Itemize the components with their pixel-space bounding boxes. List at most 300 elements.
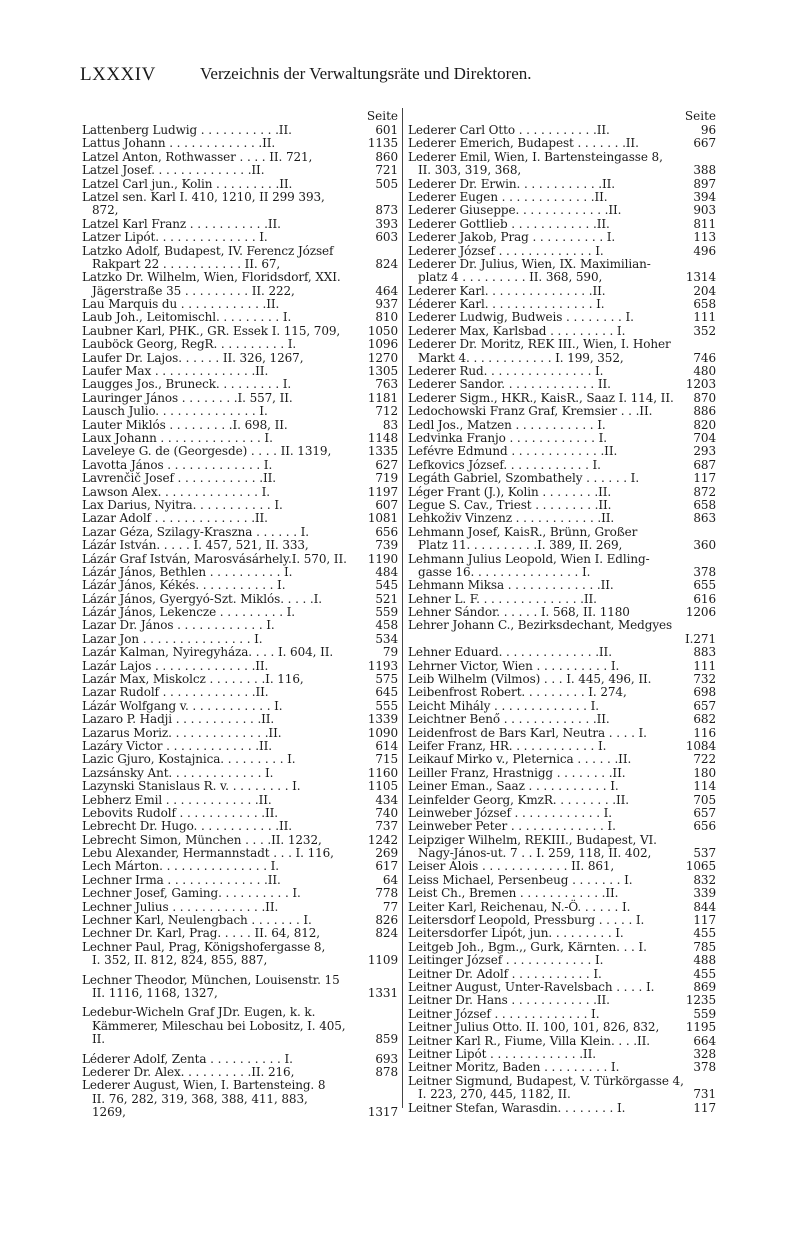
index-entry xyxy=(408,646,716,659)
index-entry xyxy=(82,499,398,512)
entry-text: Leiss Michael, Persenbeug . . . . . . . I. xyxy=(408,872,633,887)
index-entry xyxy=(408,445,716,458)
entry-text: II. 1116, 1168, 1327, xyxy=(92,986,218,1000)
entry-page-ref: 1050 xyxy=(367,323,398,338)
index-entry xyxy=(408,271,716,284)
entry-page-ref: 1197 xyxy=(367,484,398,499)
index-entry xyxy=(408,1102,716,1115)
entry-text: Lechner Theodor, München, Louisenstr. 15 xyxy=(82,972,340,987)
index-entry xyxy=(82,834,398,847)
index-entry xyxy=(82,539,398,552)
entry-page-ref: 860 xyxy=(375,149,398,164)
index-entry xyxy=(408,1075,716,1088)
entry-text: gasse 16. . . . . . . . . . . . . . . I. xyxy=(418,564,591,579)
entry-page-ref: 1084 xyxy=(685,738,716,753)
index-entry xyxy=(408,432,716,445)
entry-page-ref: 114 xyxy=(693,779,716,794)
index-entry xyxy=(408,459,716,472)
entry-text: Leitner Julius Otto. II. 100, 101, 826, 832, xyxy=(408,1020,660,1035)
entry-text: Leiner Eman., Saaz . . . . . . . . . . . I. xyxy=(408,779,619,794)
entry-text: Léger Frant (J.), Kolin . . . . . . . .II. xyxy=(408,484,612,499)
entry-text: Lederer Eugen . . . . . . . . . . . . .II. xyxy=(408,189,608,204)
entry-page-ref: 616 xyxy=(693,591,716,606)
entry-page-ref: 656 xyxy=(375,524,398,539)
entry-text: Latzel Anton, Rothwasser . . . . II. 721, xyxy=(82,149,313,164)
entry-page-ref: 878 xyxy=(375,1064,398,1079)
index-entry xyxy=(408,767,716,780)
entry-text: Lechner Paul, Prag, Königshofergasse 8, xyxy=(82,939,326,954)
index-entry xyxy=(82,820,398,833)
index-entry xyxy=(82,365,398,378)
entry-text: Lehner L. F. . . . . . . . . . . . . . .II. xyxy=(408,591,597,606)
entry-text: Lattus Johann . . . . . . . . . . . . .II. xyxy=(82,136,276,151)
entry-text: Lederer Jakob, Prag . . . . . . . . . . I. xyxy=(408,230,616,245)
index-entry xyxy=(408,539,716,552)
entry-page-ref: 739 xyxy=(375,538,398,553)
page-header xyxy=(80,64,710,92)
index-entry xyxy=(82,767,398,780)
index-entry xyxy=(408,887,716,900)
entry-text: Leist Ch., Bremen . . . . . . . . . . . .II. xyxy=(408,886,619,901)
entry-text: Lehmann Julius Leopold, Wien I. Edling- xyxy=(408,551,650,566)
index-entry xyxy=(82,378,398,391)
index-entry xyxy=(82,137,398,150)
index-entry xyxy=(408,968,716,981)
entry-text: Lederer August, Wien, I. Bartensteing. 8 xyxy=(82,1078,326,1093)
index-entry xyxy=(408,593,716,606)
entry-page-ref: 394 xyxy=(693,189,716,204)
index-entry xyxy=(408,619,716,632)
index-entry xyxy=(82,860,398,873)
index-entry xyxy=(408,338,716,351)
entry-page-ref: 1109 xyxy=(367,953,398,968)
entry-page-ref: 559 xyxy=(693,1006,716,1021)
index-entry xyxy=(82,419,398,432)
index-entry xyxy=(408,901,716,914)
entry-page-ref: 1331 xyxy=(367,986,398,1000)
index-entry xyxy=(408,486,716,499)
entry-text: Lebovits Rudolf . . . . . . . . . . . .II. xyxy=(82,805,278,820)
index-entry xyxy=(82,231,398,244)
entry-page-ref: 378 xyxy=(693,564,716,579)
index-entry xyxy=(408,860,716,873)
index-entry xyxy=(408,1035,716,1048)
entry-text: Kämmerer, Mileschau bei Lobositz, I. 405, xyxy=(92,1018,346,1033)
entry-page-ref: 96 xyxy=(700,123,716,137)
entry-page-ref: 545 xyxy=(375,578,398,593)
entry-page-ref: 1065 xyxy=(685,859,716,874)
entry-text: I. 352, II. 812, 824, 855, 887, xyxy=(92,953,268,968)
entry-page-ref: 658 xyxy=(693,297,716,312)
entry-page-ref: 434 xyxy=(375,792,398,807)
entry-page-ref: 393 xyxy=(375,216,398,231)
index-entry xyxy=(82,311,398,324)
index-entry xyxy=(408,124,716,137)
entry-text: Leiller Franz, Hrastnigg . . . . . . . .II. xyxy=(408,765,626,780)
entry-page-ref: 715 xyxy=(375,752,398,767)
entry-page-ref: 869 xyxy=(693,980,716,994)
index-entry xyxy=(408,834,716,847)
entry-text: Latzko Dr. Wilhelm, Wien, Floridsdorf, XXI. xyxy=(82,270,341,285)
index-entry xyxy=(408,553,716,566)
index-entry xyxy=(408,204,716,217)
entry-text: Lausch Julio. . . . . . . . . . . . . . I. xyxy=(82,404,268,419)
entry-page-ref: 1190 xyxy=(367,551,398,566)
entry-text: Nagy-János-ut. 7 . . I. 259, 118, II. 402, xyxy=(418,846,652,861)
entry-text: Lazár Lajos . . . . . . . . . . . . . .II. xyxy=(82,658,269,673)
index-entry xyxy=(82,927,398,940)
entry-text: Lazar Géza, Szilagy-Kraszna . . . . . . I. xyxy=(82,524,309,539)
index-entry xyxy=(408,794,716,807)
entry-page-ref: 77 xyxy=(382,899,398,914)
entry-page-ref: 903 xyxy=(693,203,716,218)
index-entry xyxy=(408,727,716,740)
entry-text: Lazaro P. Hadji . . . . . . . . . . . .II. xyxy=(82,712,275,727)
entry-page-ref: 664 xyxy=(693,1033,716,1048)
entry-text: Lehkoživ Vinzenz . . . . . . . . . . . .II. xyxy=(408,511,615,526)
index-entry xyxy=(82,740,398,753)
entry-page-ref: 575 xyxy=(375,672,398,687)
entry-text: Lebrecht Simon, München . . . .II. 1232, xyxy=(82,832,322,847)
entry-page-ref: 820 xyxy=(693,417,716,432)
entry-page-ref: 360 xyxy=(693,538,716,553)
index-entry xyxy=(82,1033,398,1046)
entry-text: Lázár János, Bethlen . . . . . . . . . . I. xyxy=(82,564,293,579)
entry-text: Lederer Carl Otto . . . . . . . . . . .II. xyxy=(408,123,610,137)
index-entry xyxy=(82,459,398,472)
entry-page-ref: 117 xyxy=(693,913,716,928)
index-entry xyxy=(82,987,398,1000)
entry-text: II. 303, 319, 368, xyxy=(418,163,522,178)
entry-text: Lázár János, Lekencze . . . . . . . . . I. xyxy=(82,605,296,620)
index-entry xyxy=(82,807,398,820)
index-entry xyxy=(408,151,716,164)
entry-page-ref: 826 xyxy=(375,913,398,928)
index-entry xyxy=(82,258,398,271)
entry-text: II. xyxy=(92,1032,105,1047)
entry-page-ref: 746 xyxy=(693,350,716,365)
entry-page-ref: 763 xyxy=(375,377,398,392)
index-entry xyxy=(82,526,398,539)
entry-page-ref: 655 xyxy=(693,578,716,593)
index-entry xyxy=(408,981,716,994)
entry-page-ref: 705 xyxy=(693,792,716,807)
entry-text: Lázár János, Gyergyó-Szt. Miklós. . . . .I. xyxy=(82,591,322,606)
entry-page-ref: 388 xyxy=(693,163,716,178)
index-entry xyxy=(82,298,398,311)
entry-page-ref: 339 xyxy=(693,886,716,901)
index-column-left xyxy=(82,108,398,1120)
index-entry xyxy=(408,392,716,405)
entry-text: Lechner Irma . . . . . . . . . . . . . .II. xyxy=(82,872,281,887)
entry-page-ref: 555 xyxy=(375,698,398,713)
entry-page-ref: 687 xyxy=(693,457,716,472)
index-entry xyxy=(408,847,716,860)
index-entry xyxy=(82,606,398,619)
index-entry xyxy=(82,325,398,338)
index-entry xyxy=(408,365,716,378)
entry-page-ref: 534 xyxy=(375,631,398,646)
index-entry xyxy=(82,164,398,177)
index-entry xyxy=(82,914,398,927)
entry-page-ref: 1206 xyxy=(685,605,716,620)
index-column-right xyxy=(402,108,716,1115)
index-entry xyxy=(82,338,398,351)
index-entry xyxy=(408,927,716,940)
entry-text: Lawson Alex. . . . . . . . . . . . . . I. xyxy=(82,484,270,499)
entry-page-ref: 484 xyxy=(375,564,398,579)
entry-page-ref: 458 xyxy=(375,618,398,633)
entry-text: Lauringer János . . . . . . . .I. 557, II. xyxy=(82,390,293,405)
entry-text: Lazar Rudolf . . . . . . . . . . . . .II. xyxy=(82,685,269,700)
entry-text: Markt 4. . . . . . . . . . . . I. 199, 352, xyxy=(418,350,624,365)
index-entry xyxy=(408,874,716,887)
entry-page-ref: 872 xyxy=(693,484,716,499)
entry-page-ref: 897 xyxy=(693,176,716,191)
entry-text: Laux Johann . . . . . . . . . . . . . . I. xyxy=(82,430,273,445)
entry-page-ref: 1081 xyxy=(367,511,398,526)
entry-page-ref: 657 xyxy=(693,805,716,820)
entry-page-ref: 488 xyxy=(693,953,716,968)
index-entry xyxy=(82,1020,398,1033)
index-entry xyxy=(408,419,716,432)
entry-text: Latzko Adolf, Budapest, IV. Ferencz József xyxy=(82,243,334,258)
entry-text: Leib Wilhelm (Vilmos) . . . I. 445, 496, II. xyxy=(408,672,652,687)
entry-text: Leitgeb Joh., Bgm.,, Gurk, Kärnten. . . I. xyxy=(408,939,647,954)
entry-page-ref: 505 xyxy=(375,176,398,191)
entry-text: Lederer Gottlieb . . . . . . . . . . . .II. xyxy=(408,216,610,231)
entry-text: Leinweber József . . . . . . . . . . . . I. xyxy=(408,805,613,820)
entry-text: Lattenberg Ludwig . . . . . . . . . . .II. xyxy=(82,123,292,137)
entry-page-ref: 811 xyxy=(693,216,716,231)
entry-text: Lederer Sigm., HKR., KaisR., Saaz I. 114, II. xyxy=(408,390,674,405)
entry-page-ref: 785 xyxy=(693,939,716,954)
entry-page-ref: 886 xyxy=(693,404,716,419)
index-entry xyxy=(82,191,398,204)
entry-text: Lederer Sandor. . . . . . . . . . . . . II. xyxy=(408,377,611,392)
index-entry xyxy=(82,713,398,726)
entry-text: Lehmann Miksa . . . . . . . . . . . . .II. xyxy=(408,578,614,593)
entry-page-ref: 328 xyxy=(693,1046,716,1061)
entry-text: Lefévre Edmund . . . . . . . . . . . . .II. xyxy=(408,444,618,459)
entry-text: Latzer Lipót. . . . . . . . . . . . . . I. xyxy=(82,230,268,245)
entry-page-ref: 698 xyxy=(693,685,716,700)
index-entry xyxy=(82,1006,398,1019)
entry-page-ref: 79 xyxy=(382,645,398,660)
entry-text: Leitner Moritz, Baden . . . . . . . . . I. xyxy=(408,1060,620,1075)
entry-text: Lebrecht Dr. Hugo. . . . . . . . . . . .II. xyxy=(82,819,292,834)
entry-text: Lederer Rud. . . . . . . . . . . . . . . I. xyxy=(408,364,604,379)
entry-text: Lederer József . . . . . . . . . . . . . I. xyxy=(408,243,604,258)
entry-text: Ledvinka Franjo . . . . . . . . . . . . I. xyxy=(408,430,607,445)
index-entry xyxy=(408,311,716,324)
entry-text: Lavrenčič Josef . . . . . . . . . . . .II. xyxy=(82,471,276,486)
entry-page-ref: 559 xyxy=(375,605,398,620)
entry-page-ref: 627 xyxy=(375,457,398,472)
entry-text: Latzel Karl Franz . . . . . . . . . . .II. xyxy=(82,216,281,231)
index-entry xyxy=(82,780,398,793)
entry-text: Laufer Dr. Lajos. . . . . . II. 326, 1267, xyxy=(82,350,304,365)
index-entry xyxy=(408,245,716,258)
index-entry xyxy=(82,1079,398,1092)
index-entry xyxy=(82,1053,398,1066)
entry-text: Lehmann Josef, KaisR., Brünn, Großer xyxy=(408,524,638,539)
entry-text: Lechner Dr. Karl, Prag. . . . . II. 64, 812, xyxy=(82,926,321,941)
entry-text: Latzel sen. Karl I. 410, 1210, II 299 393, xyxy=(82,189,325,204)
entry-text: Lázár János, Kékés. . . . . . . . . . . I. xyxy=(82,578,286,593)
entry-page-ref: 464 xyxy=(375,283,398,298)
entry-text: Lederer Karl. . . . . . . . . . . . . . .II. xyxy=(408,283,606,298)
index-entry xyxy=(82,566,398,579)
entry-text: Leidenfrost de Bars Karl, Neutra . . . . I. xyxy=(408,725,647,740)
entry-text: Laub Joh., Leitomischl. . . . . . . . . I. xyxy=(82,310,292,325)
entry-page-ref: 1090 xyxy=(367,725,398,740)
entry-page-ref: 180 xyxy=(693,765,716,780)
entry-page-ref: 614 xyxy=(375,738,398,753)
entry-page-ref: 656 xyxy=(693,819,716,834)
index-entry xyxy=(82,901,398,914)
page-title: Verzeichnis der Verwaltungsräte und Direktoren. xyxy=(200,64,532,83)
entry-page-ref: 732 xyxy=(693,672,716,687)
index-entry xyxy=(82,941,398,954)
entry-text: Lederer Emerich, Budapest . . . . . . .II. xyxy=(408,136,639,151)
index-entry xyxy=(82,887,398,900)
entry-page-ref: 617 xyxy=(375,859,398,874)
index-entry xyxy=(408,285,716,298)
entry-text: Lazár Max, Miskolcz . . . . . . . .I. 116, xyxy=(82,672,304,687)
index-entry xyxy=(408,753,716,766)
entry-page-ref: 682 xyxy=(693,712,716,727)
entry-text: platz 4 . . . . . . . . . II. 368, 590, xyxy=(418,270,603,285)
index-entry xyxy=(82,579,398,592)
entry-page-ref: 1181 xyxy=(367,390,398,405)
index-entry xyxy=(408,1021,716,1034)
entry-text: Lebherz Emil . . . . . . . . . . . . .II. xyxy=(82,792,272,807)
entry-page-ref: I.271 xyxy=(685,631,716,646)
entry-text: Latzel Carl jun., Kolin . . . . . . . . .II. xyxy=(82,176,293,191)
page-number: LXXXIV xyxy=(80,64,156,85)
entry-text: Leicht Mihály . . . . . . . . . . . . . I. xyxy=(408,698,599,713)
index-entry xyxy=(82,392,398,405)
entry-text: Lazáry Victor . . . . . . . . . . . . .II. xyxy=(82,738,272,753)
entry-text: Lederer Dr. Alex. . . . . . . . . .II. 216, xyxy=(82,1064,295,1079)
entry-page-ref: 1193 xyxy=(367,658,398,673)
entry-text: Leitner Dr. Adolf . . . . . . . . . . . I. xyxy=(408,966,602,981)
index-entry xyxy=(408,231,716,244)
index-entry xyxy=(82,218,398,231)
entry-page-ref: 657 xyxy=(693,698,716,713)
index-entry xyxy=(408,673,716,686)
index-entry xyxy=(82,445,398,458)
entry-text: Lauter Miklós . . . . . . . . .I. 698, II. xyxy=(82,417,288,432)
entry-page-ref: 667 xyxy=(693,136,716,151)
index-entry xyxy=(82,124,398,137)
entry-page-ref: 455 xyxy=(693,926,716,941)
index-entry xyxy=(408,780,716,793)
entry-page-ref: 113 xyxy=(693,230,716,245)
index-entry xyxy=(408,633,716,646)
entry-page-ref: 859 xyxy=(375,1032,398,1047)
entry-text: Leitner Stefan, Warasdin. . . . . . . . I. xyxy=(408,1100,626,1115)
entry-text: Leinweber Peter . . . . . . . . . . . . . I. xyxy=(408,819,616,834)
index-entry xyxy=(408,526,716,539)
entry-page-ref: 863 xyxy=(693,511,716,526)
entry-text: Léderer Adolf, Zenta . . . . . . . . . . I. xyxy=(82,1051,293,1066)
index-entry xyxy=(82,1093,398,1106)
entry-page-ref: 293 xyxy=(693,444,716,459)
entry-page-ref: 537 xyxy=(693,846,716,861)
entry-text: Lehner Sándor. . . . . . I. 568, II. 1180 xyxy=(408,605,630,620)
entry-page-ref: 601 xyxy=(375,123,398,137)
index-entry xyxy=(82,646,398,659)
entry-page-ref: 658 xyxy=(693,497,716,512)
entry-text: Latzel Josef. . . . . . . . . . . . . .II. xyxy=(82,163,265,178)
entry-page-ref: 1317 xyxy=(367,1105,398,1120)
entry-page-ref: 1195 xyxy=(685,1020,716,1035)
index-entry xyxy=(82,1066,398,1079)
entry-page-ref: 521 xyxy=(375,591,398,606)
index-entry xyxy=(82,178,398,191)
entry-text: Leitner József . . . . . . . . . . . . . I. xyxy=(408,1006,600,1021)
entry-page-ref: 269 xyxy=(375,846,398,861)
index-entry xyxy=(82,673,398,686)
index-entry xyxy=(82,954,398,967)
index-entry xyxy=(408,1048,716,1061)
entry-text: Ledochowski Franz Graf, Kremsier . . .II. xyxy=(408,404,653,419)
index-entry xyxy=(82,486,398,499)
entry-page-ref: 1160 xyxy=(367,765,398,780)
index-entry xyxy=(408,325,716,338)
entry-text: Lazar Jon . . . . . . . . . . . . . . . I. xyxy=(82,631,263,646)
index-entry xyxy=(82,753,398,766)
entry-text: Lehrner Victor, Wien . . . . . . . . . . I. xyxy=(408,658,620,673)
entry-page-ref: 712 xyxy=(375,404,398,419)
index-entry xyxy=(408,178,716,191)
entry-text: Ledebur-Wicheln Graf JDr. Eugen, k. k. xyxy=(82,1005,316,1020)
entry-page-ref: 603 xyxy=(375,230,398,245)
entry-text: Lederer Dr. Moritz, REK III., Wien, I. Hoher xyxy=(408,337,671,352)
entry-page-ref: 496 xyxy=(693,243,716,258)
entry-page-ref: 480 xyxy=(693,364,716,379)
index-entry xyxy=(408,820,716,833)
entry-text: Lederer Dr. Erwin. . . . . . . . . . . .II. xyxy=(408,176,615,191)
entry-page-ref: 832 xyxy=(693,872,716,887)
entry-text: Platz 11. . . . . . . . . .I. 389, II. 269, xyxy=(418,538,623,553)
entry-page-ref: 352 xyxy=(693,323,716,338)
index-entry xyxy=(408,686,716,699)
entry-text: Lavotta János . . . . . . . . . . . . . I. xyxy=(82,457,273,472)
entry-text: Lazsánsky Ant. . . . . . . . . . . . . I. xyxy=(82,765,274,780)
entry-text: Lederer Max, Karlsbad . . . . . . . . . I. xyxy=(408,323,626,338)
index-entry xyxy=(408,807,716,820)
entry-page-ref: 721 xyxy=(375,163,398,178)
entry-text: Ledl Jos., Matzen . . . . . . . . . . . I. xyxy=(408,417,606,432)
entry-page-ref: 1203 xyxy=(685,377,716,392)
entry-text: Lazár Kalman, Nyiregyháza. . . . I. 604, II. xyxy=(82,645,334,660)
index-entry xyxy=(82,874,398,887)
entry-page-ref: 873 xyxy=(375,203,398,218)
entry-text: Lazarus Moriz. . . . . . . . . . . . . .II. xyxy=(82,725,282,740)
index-entry xyxy=(82,352,398,365)
entry-text: Leitner Karl R., Fiume, Villa Klein. . . .II. xyxy=(408,1033,651,1048)
entry-text: II. 76, 282, 319, 368, 388, 411, 883, xyxy=(92,1091,308,1106)
index-entry xyxy=(408,191,716,204)
entry-text: Lázár Wolfgang v. . . . . . . . . . . . I. xyxy=(82,698,283,713)
entry-text: Lederer Giuseppe. . . . . . . . . . . . .II. xyxy=(408,203,622,218)
index-entry xyxy=(408,378,716,391)
entry-page-ref: 1148 xyxy=(367,430,398,445)
index-entry xyxy=(82,686,398,699)
